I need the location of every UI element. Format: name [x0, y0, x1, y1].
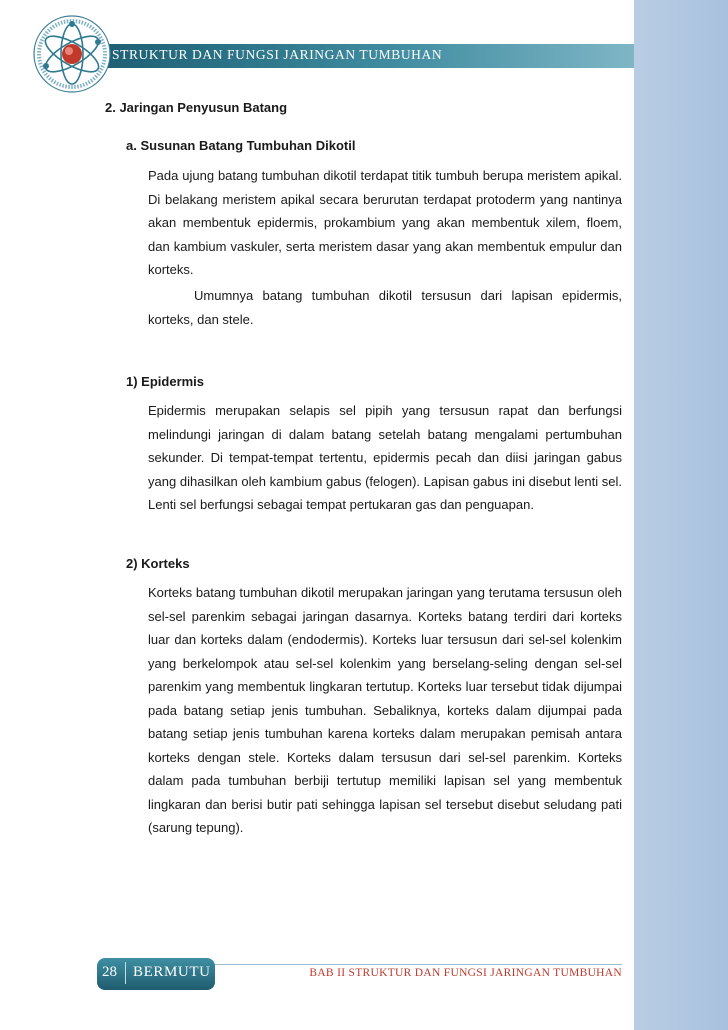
page-number: 28 — [102, 964, 117, 980]
footer-label: BERMUTU — [133, 964, 211, 980]
korteks-heading: 2) Korteks — [126, 556, 190, 571]
section-heading: 2. Jaringan Penyusun Batang — [105, 100, 288, 115]
epidermis-paragraph: Epidermis merupakan selapis sel pipih yang tersusun rapat dan berfungsi melindungi jaringan di dalam batang setelah batang mengalami pertumbuhan sekunder. Di tempat-tempat tertentu, epidermis pecah dan diisi jaringan gabus yang dihasilkan oleh kambium gabus (felogen). Lapisan gabus ini disebut lenti sel. Lenti sel berfungsi sebagai tempat pertukaran gas dan penguapan. — [148, 403, 622, 512]
header-title: STRUKTUR DAN FUNGSI JARINGAN TUMBUHAN — [112, 47, 443, 62]
subsection-paragraph-1: Pada ujung batang tumbuhan dikotil terdapat titik tumbuh berupa meristem apikal. Di belakang meristem apikal secara berurutan terdapat protoderm yang nantinya akan membentuk epidermis, prokambium yang akan membentuk xilem, floem, dan kambium vaskuler, serta meristem dasar yang akan membentuk empulur dan korteks. — [148, 168, 622, 277]
footer-chapter-title: BAB II STRUKTUR DAN FUNGSI JARINGAN TUMBUHAN — [309, 967, 622, 979]
subsection-paragraph-2: Umumnya batang tumbuhan dikotil tersusun dari lapisan epidermis, korteks, dan stele. — [148, 288, 622, 327]
epidermis-heading: 1) Epidermis — [126, 374, 205, 389]
footer-badge-divider — [125, 962, 126, 984]
subsection-heading: a. Susunan Batang Tumbuhan Dikotil — [126, 138, 356, 153]
footer-rule — [214, 964, 622, 965]
korteks-paragraph: Korteks batang tumbuhan dikotil merupakan jaringan yang terutama tersusun oleh sel-sel parenkim sebagai jaringan dasarnya. Korteks batang terdiri dari korteks luar dan korteks dalam (endodermis). Korteks luar tersusun dari sel-sel kolenkim yang berkelompok atau sel-sel kolenkim yang berselang-seling dengan sel-sel parenkim yang membentuk lingkaran tertutup. Korteks luar tersebut tidak dijumpai pada batang setiap jenis tumbuhan. Sebaliknya, korteks dalam dijumpai pada batang setiap jenis tumbuhan karena korteks dalam merupakan pemisah antara korteks dengan stele. Korteks dalam tersusun dari sel-sel parenkim. Korteks dalam pada tumbuhan berbiji tertutup memiliki lapisan sel yang membentuk lingkaran dan berisi butir pati sehingga lapisan sel tersebut disebut seludang pati (sarung tepung). — [148, 585, 622, 835]
side-decorative-band — [634, 0, 728, 1030]
